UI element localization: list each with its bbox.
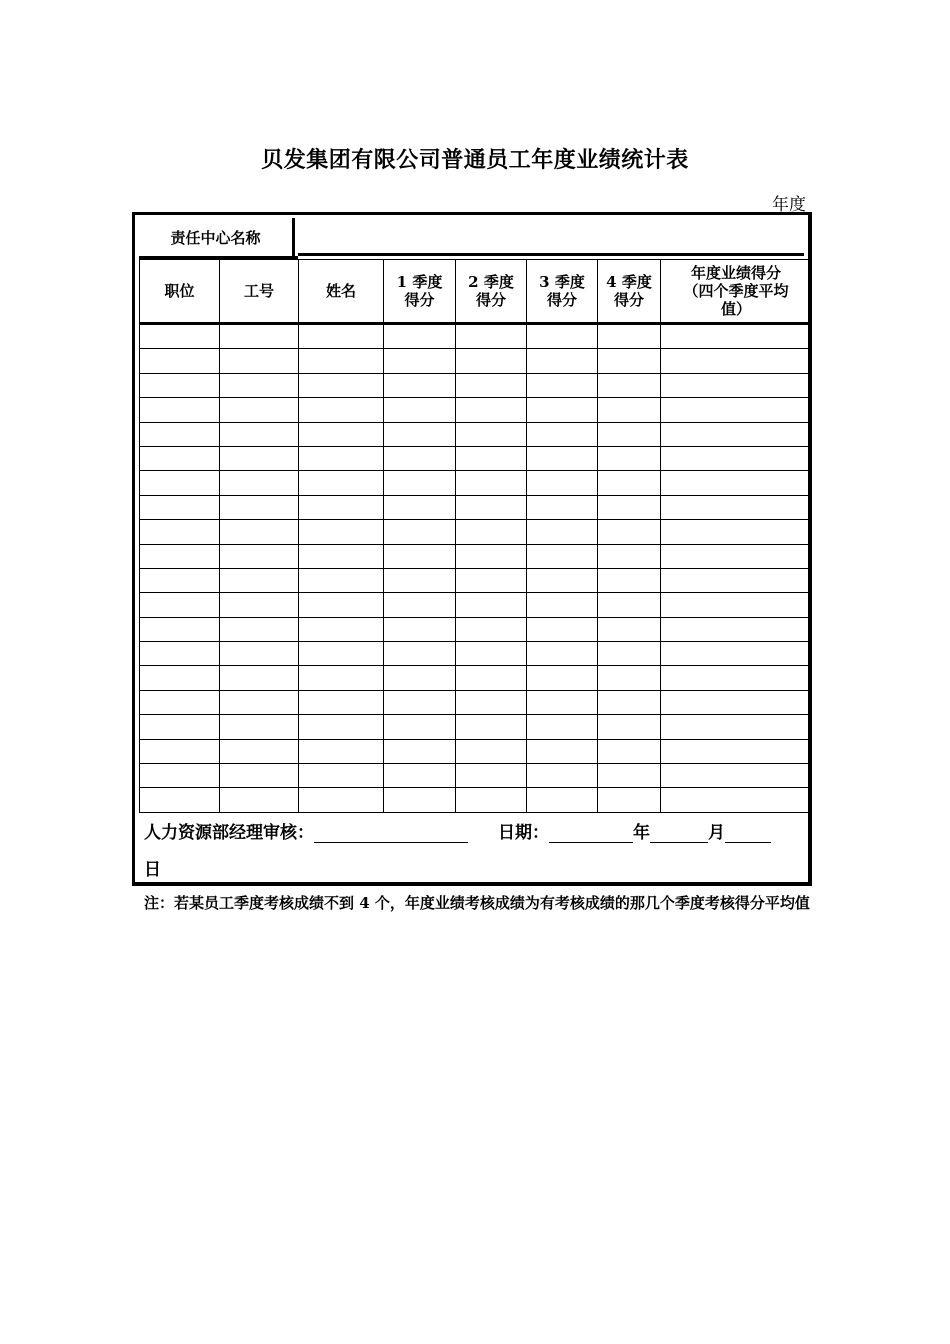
table-cell[interactable] (140, 617, 220, 641)
table-row (140, 593, 812, 617)
table-cell[interactable] (140, 764, 220, 788)
table-cell[interactable] (456, 422, 527, 446)
date-day-label: 日 (144, 860, 161, 880)
table-cell[interactable] (140, 593, 220, 617)
table-cell[interactable] (384, 398, 456, 422)
table-cell[interactable] (299, 422, 384, 446)
table-cell[interactable] (598, 398, 661, 422)
table-cell[interactable] (456, 788, 527, 812)
table-cell[interactable] (140, 471, 220, 495)
table-cell[interactable] (456, 764, 527, 788)
table-cell[interactable] (384, 715, 456, 739)
table-row (140, 422, 812, 446)
table-cell[interactable] (384, 568, 456, 592)
table-cell[interactable] (384, 739, 456, 763)
table-cell[interactable] (220, 715, 299, 739)
table-cell[interactable] (299, 568, 384, 592)
table-cell[interactable] (527, 690, 598, 714)
date-day-blank[interactable] (725, 824, 771, 843)
table-cell[interactable] (299, 520, 384, 544)
table-cell[interactable] (220, 544, 299, 568)
table-cell[interactable] (456, 495, 527, 519)
table-cell[interactable] (220, 349, 299, 373)
table-cell[interactable] (140, 495, 220, 519)
table-cell[interactable] (384, 593, 456, 617)
table-cell[interactable] (384, 471, 456, 495)
table-cell[interactable] (220, 690, 299, 714)
table-row (140, 715, 812, 739)
table-cell[interactable] (220, 666, 299, 690)
table-cell[interactable] (661, 642, 812, 666)
table-cell[interactable] (140, 715, 220, 739)
table-cell[interactable] (384, 642, 456, 666)
table-cell[interactable] (598, 349, 661, 373)
table-cell[interactable] (661, 398, 812, 422)
table-cell[interactable] (527, 617, 598, 641)
hr-manager-review-label: 人力资源部经理审核： (144, 823, 314, 843)
table-row (140, 446, 812, 470)
table-cell[interactable] (384, 373, 456, 397)
signature-line (144, 818, 771, 843)
date-year-blank[interactable] (549, 824, 633, 843)
table-cell[interactable] (598, 544, 661, 568)
page-title: 贝发集团有限公司普通员工年度业绩统计表 (261, 147, 689, 173)
date-month-blank[interactable] (650, 824, 708, 843)
table-cell[interactable] (140, 373, 220, 397)
table-cell[interactable] (661, 788, 812, 812)
table-cell[interactable] (661, 520, 812, 544)
table-cell[interactable] (527, 715, 598, 739)
table-cell[interactable] (598, 373, 661, 397)
responsibility-center-label: 责任中心名称 (139, 218, 295, 256)
table-cell[interactable] (299, 764, 384, 788)
table-cell[interactable] (527, 471, 598, 495)
table-row (140, 495, 812, 519)
table-cell[interactable] (598, 739, 661, 763)
table-cell[interactable] (661, 495, 812, 519)
column-header: 4 季度 得分 (598, 260, 661, 324)
table-row (140, 471, 812, 495)
table-cell[interactable] (299, 471, 384, 495)
table-cell[interactable] (527, 422, 598, 446)
table-row (140, 642, 812, 666)
table-cell[interactable] (140, 642, 220, 666)
column-header: 姓名 (299, 260, 384, 324)
table-cell[interactable] (140, 520, 220, 544)
table-cell[interactable] (299, 324, 384, 349)
footnote: 注：若某员工季度考核成绩不到 4 个，年度业绩考核成绩为有考核成绩的那几个季度考核得分平均值 (144, 894, 810, 912)
table-cell[interactable] (299, 398, 384, 422)
table-cell[interactable] (527, 593, 598, 617)
table-cell[interactable] (527, 349, 598, 373)
table-cell[interactable] (456, 666, 527, 690)
table-cell[interactable] (384, 617, 456, 641)
table-cell[interactable] (220, 520, 299, 544)
table-cell[interactable] (299, 544, 384, 568)
table-cell[interactable] (220, 642, 299, 666)
table-cell[interactable] (527, 788, 598, 812)
table-cell[interactable] (456, 349, 527, 373)
table-cell[interactable] (220, 373, 299, 397)
table-cell[interactable] (456, 324, 527, 349)
table-cell[interactable] (527, 764, 598, 788)
table-cell[interactable] (220, 764, 299, 788)
date-label: 日期： (498, 823, 549, 843)
table-row (140, 739, 812, 763)
table-cell[interactable] (456, 544, 527, 568)
table-cell[interactable] (598, 495, 661, 519)
table-cell[interactable] (140, 690, 220, 714)
table-cell[interactable] (456, 373, 527, 397)
table-row (140, 568, 812, 592)
date-year-label: 年 (633, 823, 650, 843)
table-cell[interactable] (661, 617, 812, 641)
table-cell[interactable] (299, 617, 384, 641)
column-header: 1 季度 得分 (384, 260, 456, 324)
table-cell[interactable] (220, 788, 299, 812)
table-cell[interactable] (299, 593, 384, 617)
table-cell[interactable] (299, 642, 384, 666)
table-cell[interactable] (384, 324, 456, 349)
table-cell[interactable] (661, 715, 812, 739)
table-cell[interactable] (527, 324, 598, 349)
table-cell[interactable] (527, 520, 598, 544)
table-cell[interactable] (598, 568, 661, 592)
table-cell[interactable] (661, 593, 812, 617)
table-cell[interactable] (299, 495, 384, 519)
hr-manager-signature-blank[interactable] (314, 824, 468, 843)
table-cell[interactable] (220, 617, 299, 641)
table-cell[interactable] (456, 471, 527, 495)
table-cell[interactable] (456, 446, 527, 470)
table-cell[interactable] (456, 568, 527, 592)
column-header: 工号 (220, 260, 299, 324)
table-cell[interactable] (527, 642, 598, 666)
table-cell[interactable] (140, 398, 220, 422)
table-cell[interactable] (384, 764, 456, 788)
column-header: 职位 (140, 260, 220, 324)
table-cell[interactable] (384, 422, 456, 446)
table-cell[interactable] (598, 422, 661, 446)
table-cell[interactable] (598, 593, 661, 617)
table-cell[interactable] (661, 544, 812, 568)
table-cell[interactable] (598, 690, 661, 714)
table-cell[interactable] (661, 446, 812, 470)
date-month-label: 月 (708, 823, 725, 843)
table-cell[interactable] (598, 666, 661, 690)
table-row (140, 788, 812, 812)
table-cell[interactable] (598, 520, 661, 544)
table-cell[interactable] (661, 349, 812, 373)
column-header: 2 季度 得分 (456, 260, 527, 324)
table-cell[interactable] (220, 568, 299, 592)
table-cell[interactable] (299, 349, 384, 373)
table-cell[interactable] (140, 324, 220, 349)
table-cell[interactable] (598, 471, 661, 495)
table-cell[interactable] (598, 446, 661, 470)
table-row (140, 617, 812, 641)
table-cell[interactable] (140, 544, 220, 568)
table-cell[interactable] (598, 764, 661, 788)
table-cell[interactable] (598, 715, 661, 739)
table-row (140, 398, 812, 422)
table-row (140, 690, 812, 714)
table-cell[interactable] (384, 446, 456, 470)
table-cell[interactable] (456, 593, 527, 617)
table-cell[interactable] (661, 324, 812, 349)
table-cell[interactable] (220, 495, 299, 519)
table-header-row (140, 260, 812, 324)
table-row (140, 349, 812, 373)
table-cell[interactable] (527, 398, 598, 422)
table-cell[interactable] (299, 373, 384, 397)
table-cell[interactable] (299, 715, 384, 739)
table-row (140, 666, 812, 690)
table-cell[interactable] (299, 739, 384, 763)
table-cell[interactable] (220, 471, 299, 495)
table-row (140, 373, 812, 397)
table-cell[interactable] (661, 373, 812, 397)
column-header: 年度业绩得分 （四个季度平均 值） (661, 260, 812, 324)
table-cell[interactable] (456, 617, 527, 641)
table-cell[interactable] (220, 446, 299, 470)
table-cell[interactable] (220, 593, 299, 617)
table-cell[interactable] (140, 349, 220, 373)
table-cell[interactable] (598, 642, 661, 666)
table-cell[interactable] (220, 324, 299, 349)
table-row (140, 324, 812, 349)
table-cell[interactable] (456, 642, 527, 666)
table-cell[interactable] (527, 495, 598, 519)
year-suffix: 年度 (772, 195, 806, 215)
table-cell[interactable] (384, 690, 456, 714)
table-cell[interactable] (140, 666, 220, 690)
table-cell[interactable] (140, 788, 220, 812)
performance-table (139, 259, 812, 813)
column-header: 3 季度 得分 (527, 260, 598, 324)
table-cell[interactable] (140, 422, 220, 446)
table-cell[interactable] (384, 520, 456, 544)
table-cell[interactable] (384, 788, 456, 812)
table-cell[interactable] (661, 764, 812, 788)
table-cell[interactable] (384, 544, 456, 568)
table-cell[interactable] (527, 666, 598, 690)
table-cell[interactable] (456, 739, 527, 763)
table-cell[interactable] (220, 739, 299, 763)
table-cell[interactable] (384, 349, 456, 373)
table-cell[interactable] (299, 788, 384, 812)
table-cell[interactable] (661, 690, 812, 714)
table-cell[interactable] (220, 422, 299, 446)
table-cell[interactable] (140, 739, 220, 763)
table-cell[interactable] (456, 398, 527, 422)
table-cell[interactable] (299, 690, 384, 714)
table-body (140, 324, 812, 813)
table-row (140, 764, 812, 788)
table-cell[interactable] (140, 446, 220, 470)
table-cell[interactable] (527, 568, 598, 592)
table-cell[interactable] (661, 568, 812, 592)
table-cell[interactable] (527, 544, 598, 568)
table-cell[interactable] (384, 495, 456, 519)
table-row (140, 544, 812, 568)
table-cell[interactable] (661, 666, 812, 690)
table-cell[interactable] (527, 373, 598, 397)
table-cell[interactable] (140, 568, 220, 592)
table-row (140, 520, 812, 544)
table-cell[interactable] (598, 788, 661, 812)
table-cell[interactable] (661, 422, 812, 446)
table-cell[interactable] (384, 666, 456, 690)
table-cell[interactable] (598, 324, 661, 349)
table-cell[interactable] (598, 617, 661, 641)
table-cell[interactable] (299, 666, 384, 690)
responsibility-center-input[interactable] (298, 218, 804, 256)
table-cell[interactable] (220, 398, 299, 422)
table-cell[interactable] (661, 471, 812, 495)
table-cell[interactable] (456, 715, 527, 739)
table-cell[interactable] (456, 520, 527, 544)
table-cell[interactable] (456, 690, 527, 714)
table-cell[interactable] (527, 446, 598, 470)
table-cell[interactable] (661, 739, 812, 763)
table-cell[interactable] (299, 446, 384, 470)
table-cell[interactable] (527, 739, 598, 763)
